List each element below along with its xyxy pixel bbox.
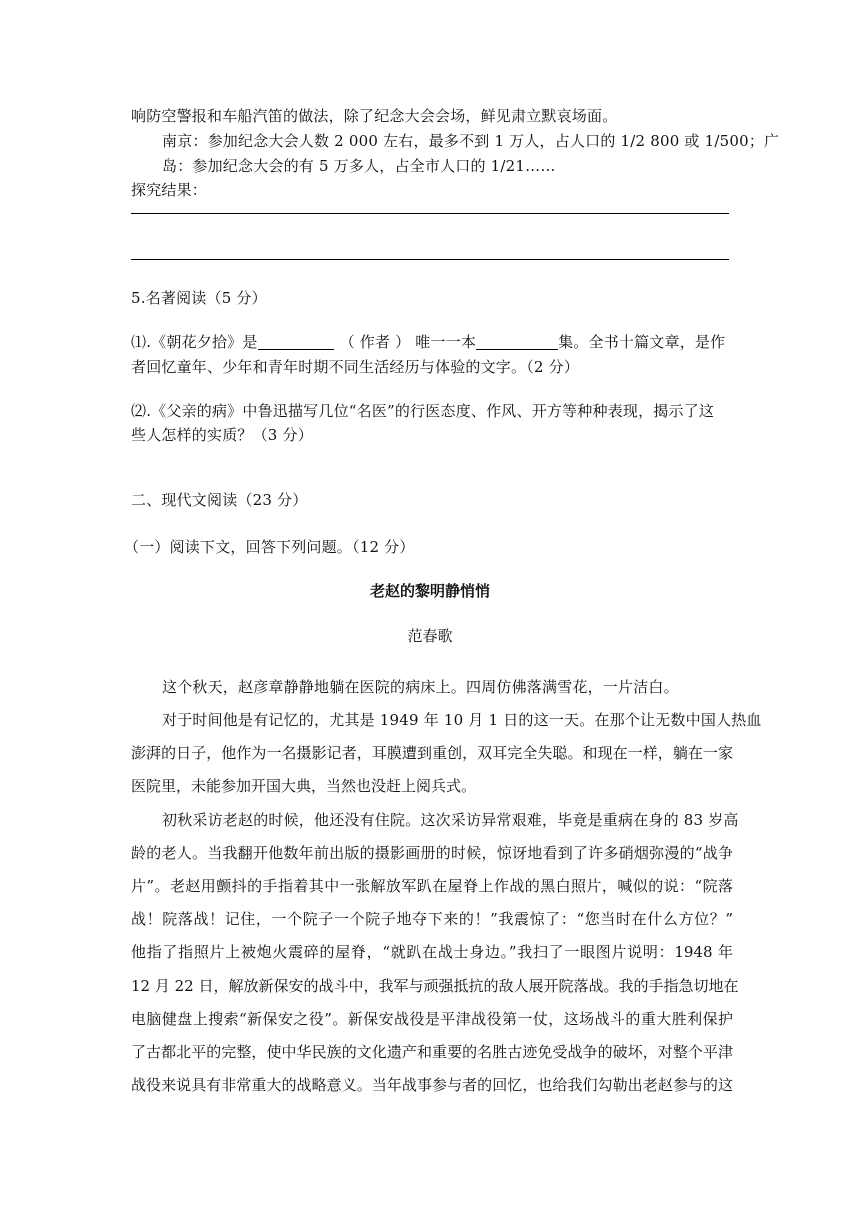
article-line: 龄的老人。当我翻开他数年前出版的摄影画册的时候，惊讶地看到了许多硝烟弥漫的“战争 [131,844,733,862]
article-line: 电脑健盘上搜索“新保安之役”。新保安战役是平津战役第一仗，这场战斗的重大胜利保护 [131,1010,733,1028]
intro-line-3: 岛：参加纪念大会的有 5 万多人，占全市人口的 1/21…… [162,157,556,175]
q5-item1-prefix: ⑴.《朝花夕拾》是 [131,333,258,351]
article-title: 老赵的黎明静悄悄 [369,582,490,600]
article-line: 初秋采访老赵的时候，他还没有住院。这次采访异常艰难，毕竟是重病在身的 83 岁高 [162,811,739,829]
intro-line-1: 响防空警报和车船汽笛的做法，除了纪念大会会场，鲜见肃立默哀场面。 [131,107,618,125]
article-author: 范春歌 [407,627,453,645]
article-line: 医院里，未能参加开国大典，当然也没赶上阅兵式。 [131,777,477,795]
q5-item1-line2: 者回忆童年、少年和青年时期不同生活经历与体验的文字。（2 分） [131,358,580,376]
q5-heading: 5.名著阅读（5 分） [131,289,267,307]
answer-line-2[interactable] [131,259,729,260]
article-line: 这个秋天，赵彦章静静地躺在医院的病床上。四周仿佛落满雪花，一片洁白。 [162,678,679,696]
article-line: 对于时间他是有记忆的，尤其是 1949 年 10 月 1 日的这一天。在那个让无数中国人热血 [162,711,762,729]
q5-item2-line2: 些人怎样的实质？（3 分） [131,426,313,444]
article-line: 战役来说具有非常重大的战略意义。当年战事参与者的回忆，也给我们勾勒出老赵参与的这 [131,1076,733,1094]
result-label: 探究结果： [131,181,208,199]
article-line: 战！院落战！记住，一个院子一个院子地夺下来的！”我震惊了：“您当时在什么方位？” [131,910,733,928]
q5-item2-line1: ⑵.《父亲的病》中鲁迅描写几位“名医”的行医态度、作风、开方等种种表现，揭示了这 [131,402,715,420]
genre-blank[interactable] [476,333,558,350]
answer-line-1[interactable] [131,213,729,214]
q5-item1-line1 [131,332,725,352]
article-line: 了古都北平的完整，使中华民族的文化遗产和重要的名胜古迹免受战争的破坏，对整个平津 [131,1043,733,1061]
section2-heading: 二、现代文阅读（23 分） [131,491,308,509]
article-line: 12 月 22 日，解放新保安的战斗中，我军与顽强抵抗的敌人展开院落战。我的手指急切地在 [131,977,739,995]
q5-item1-suffix: 集。全书十篇文章，是作 [558,333,726,351]
article-line: 片”。老赵用颤抖的手指着其中一张解放军趴在屋脊上作战的黑白照片，喊似的说：“院落 [131,877,733,895]
author-blank[interactable] [258,333,334,350]
article-line: 他指了指照片上被炮火震碎的屋脊，“就趴在战士身边。”我扫了一眼图片说明：1948 年 [131,943,733,961]
section2-subheading: （一）阅读下文，回答下列问题。（12 分） [124,538,415,556]
q5-item1-mid: （ 作者 ） 唯一一本 [339,333,477,351]
article-line: 澎湃的日子，他作为一名摄影记者，耳膜遭到重创，双耳完全失聪。和现在一样，躺在一家 [131,744,733,762]
intro-line-2: 南京：参加纪念大会人数 2 000 左右，最多不到 1 万人，占人口的 1/2 800 或 1/500；广 [162,132,780,150]
